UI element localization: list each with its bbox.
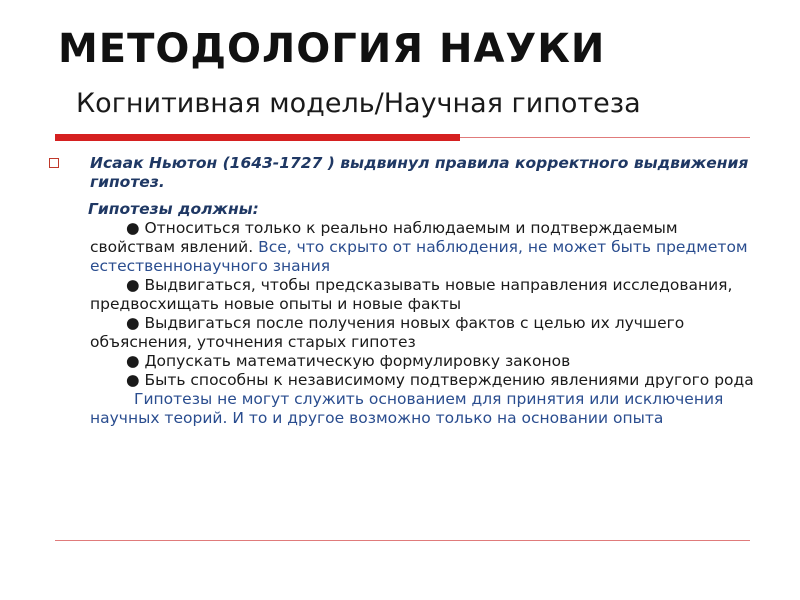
list-item — [90, 352, 762, 371]
list-item-text: ● Выдвигаться после получения новых фактов с целью их лучшего объяснения, уточнения старых гипотез — [90, 314, 685, 351]
sub-heading: Гипотезы должны: — [88, 200, 259, 218]
list-item — [90, 219, 762, 276]
list-item-text: ● Относиться только к реально наблюдаемым и подтверждаемым свойствам явлений. — [90, 219, 678, 256]
footer-divider — [55, 540, 750, 541]
list-item — [90, 276, 762, 314]
lead-paragraph: Исаак Ньютон (1643-1727 ) выдвинул правила корректного выдвижения гипотез. — [90, 154, 749, 191]
square-bullet-icon — [49, 158, 59, 168]
slide-subtitle: Когнитивная модель/Научная гипотеза — [76, 88, 641, 119]
list-item-text: ● Быть способны к независимому подтверждению явлениями другого рода — [126, 371, 754, 389]
list-item-emphasis: Все, что скрыто от наблюдения, не может быть предметом естественнонаучного знания — [90, 238, 748, 275]
slide-body — [90, 154, 762, 428]
conclusion-paragraph — [90, 390, 762, 428]
conclusion-text: Гипотезы не могут служить основанием для принятия или исключения научных теорий. И то и другое возможно только на основании опыта — [90, 390, 724, 427]
list-item — [90, 371, 762, 390]
list-item-text: ● Допускать математическую формулировку законов — [126, 352, 571, 370]
list-item-text: ● Выдвигаться, чтобы предсказывать новые направления исследования, предвосхищать новые опыты и новые факты — [90, 276, 733, 313]
list-item — [90, 314, 762, 352]
slide-title: МЕТОДОЛОГИЯ НАУКИ — [58, 26, 606, 72]
title-divider-bold — [55, 134, 460, 141]
